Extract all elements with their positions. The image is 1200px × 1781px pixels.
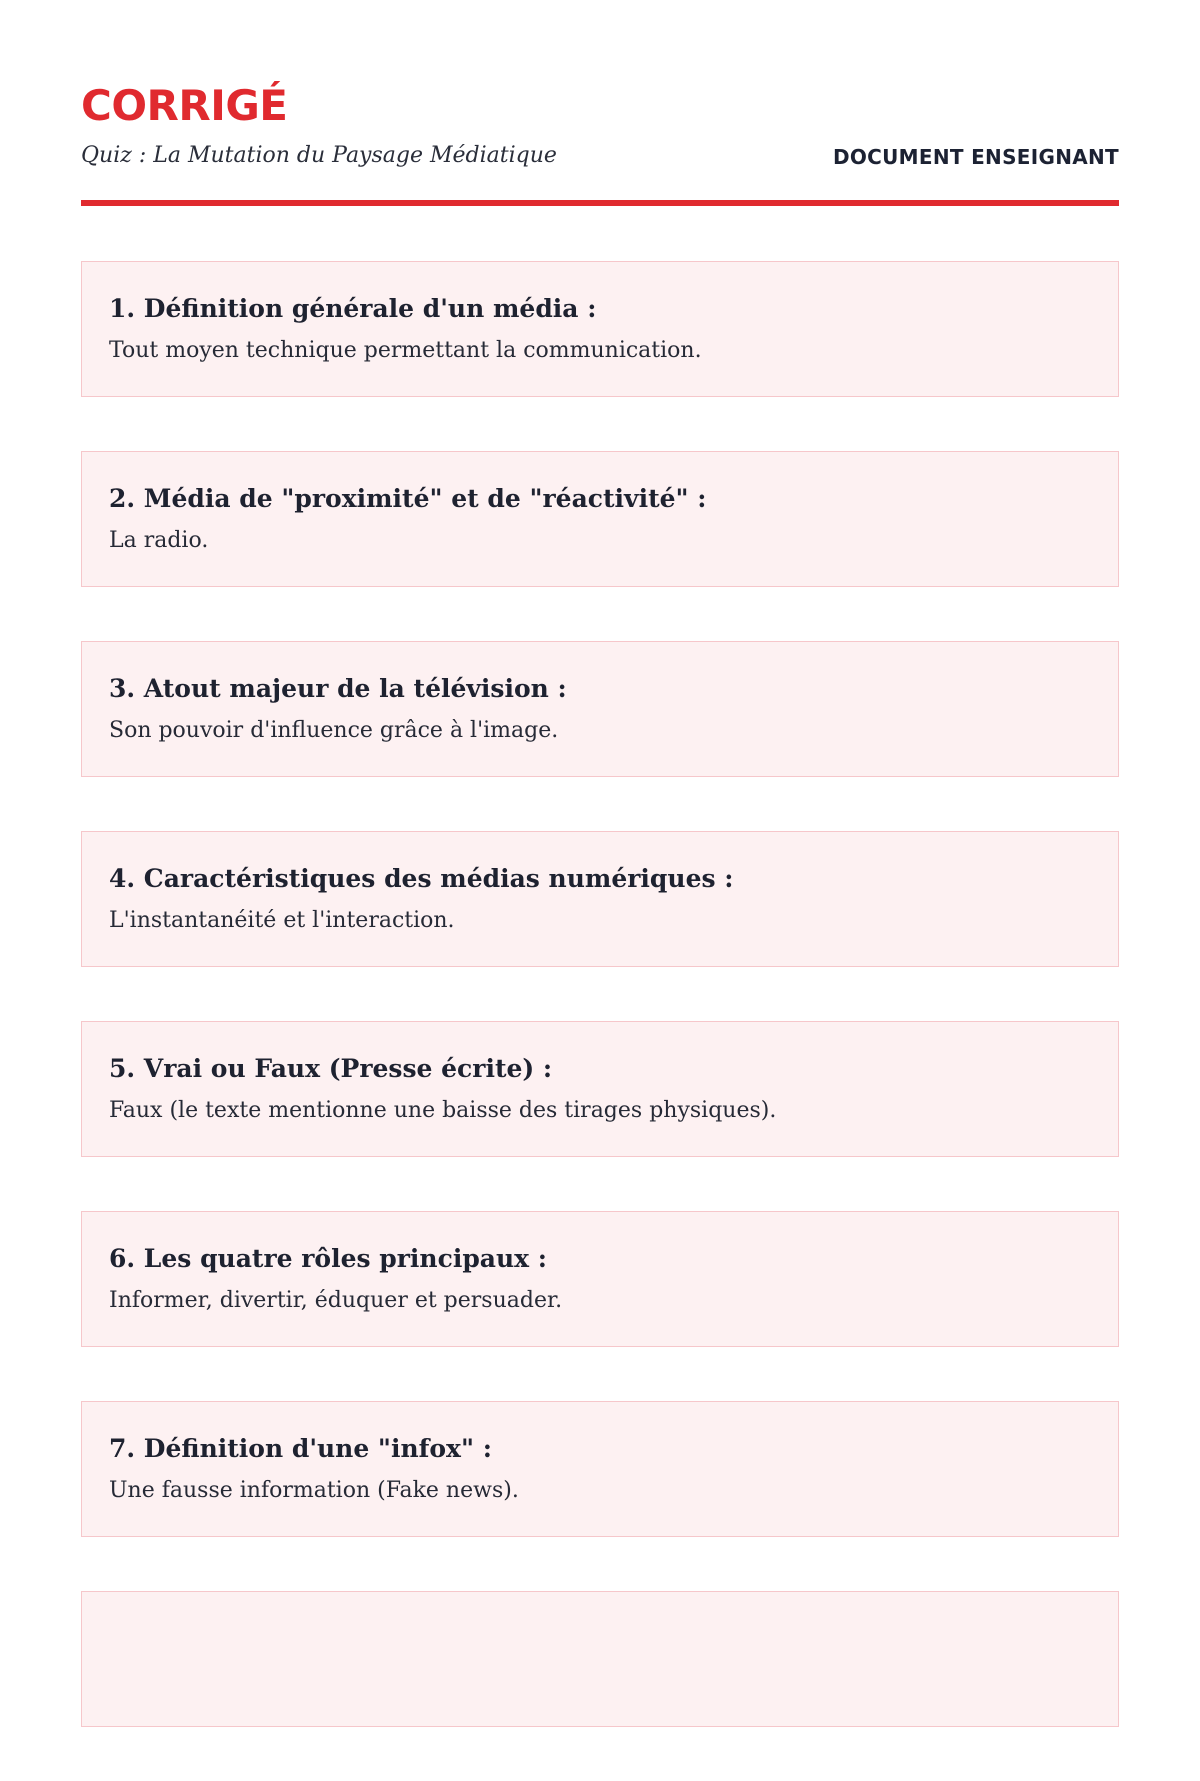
header-divider [81, 200, 1119, 206]
page-title: CORRIGÉ [81, 81, 288, 130]
answer-text: L'instantanéité et l'interaction. [109, 908, 455, 933]
answer-title: 7. Définition d'une "infox" : [109, 1434, 492, 1463]
answer-card-2 [81, 451, 1119, 587]
answer-card-1 [81, 261, 1119, 397]
answer-text: Faux (le texte mentionne une baisse des tirages physiques). [109, 1098, 777, 1123]
document-type-label: DOCUMENT ENSEIGNANT [832, 145, 1119, 169]
answer-title: 1. Définition générale d'un média : [109, 294, 597, 323]
answer-card-8-partial [81, 1591, 1119, 1727]
quiz-subtitle: Quiz : La Mutation du Paysage Médiatique [81, 143, 557, 168]
answer-title: 4. Caractéristiques des médias numériques : [109, 864, 734, 893]
answer-list [81, 261, 1119, 1781]
answer-text: Une fausse information (Fake news). [109, 1478, 519, 1503]
answer-card-7 [81, 1401, 1119, 1537]
answer-text: Son pouvoir d'influence grâce à l'image. [109, 718, 559, 743]
answer-title: 3. Atout majeur de la télévision : [109, 674, 567, 703]
answer-card-4 [81, 831, 1119, 967]
answer-text: Informer, divertir, éduquer et persuader. [109, 1288, 563, 1313]
answer-card-6 [81, 1211, 1119, 1347]
answer-text: Tout moyen technique permettant la communication. [109, 338, 702, 363]
answer-title: 2. Média de "proximité" et de "réactivité" : [109, 484, 707, 513]
answer-key-page [81, 0, 1119, 1503]
answer-card-5 [81, 1021, 1119, 1157]
answer-title: 6. Les quatre rôles principaux : [109, 1244, 548, 1273]
answer-title: 5. Vrai ou Faux (Presse écrite) : [109, 1054, 553, 1083]
answer-text: La radio. [109, 528, 209, 553]
document-header [81, 0, 1119, 207]
answer-card-3 [81, 641, 1119, 777]
